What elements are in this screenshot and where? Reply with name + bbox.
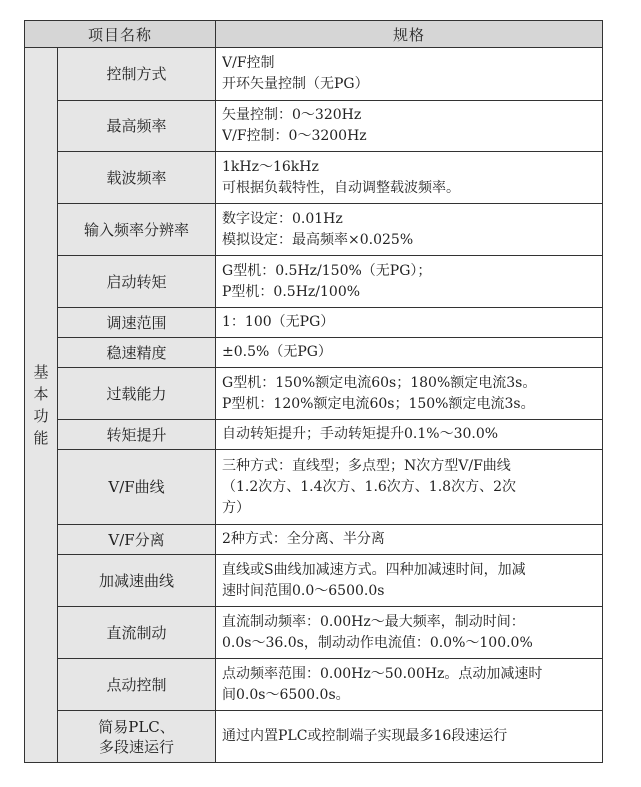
header-spec: 规格 [216, 21, 603, 48]
item-spec: 1：100（无PG） [216, 308, 603, 338]
table-row [25, 152, 603, 204]
item-spec: 点动频率范围：0.00Hz～50.00Hz。点动加减速时 间0.0s～6500.0s。 [216, 659, 603, 711]
table-row [25, 204, 603, 256]
item-name: 转矩提升 [58, 420, 216, 450]
item-spec: 自动转矩提升；手动转矩提升0.1%～30.0% [216, 420, 603, 450]
item-spec: G型机：150%额定电流60s；180%额定电流3s。 P型机：120%额定电流60s；150%额定电流3s。 [216, 368, 603, 420]
table-row [25, 711, 603, 763]
item-name: 启动转矩 [58, 256, 216, 308]
item-name: 控制方式 [58, 48, 216, 101]
header-item-name: 项目名称 [25, 21, 216, 48]
table-row [25, 525, 603, 555]
table-row [25, 420, 603, 450]
item-spec: 2种方式：全分离、半分离 [216, 525, 603, 555]
table-row [25, 308, 603, 338]
table-row [25, 659, 603, 711]
spec-table [24, 20, 603, 763]
table-row [25, 555, 603, 607]
item-name: 加减速曲线 [58, 555, 216, 607]
item-name: 载波频率 [58, 152, 216, 204]
item-spec: 三种方式：直线型；多点型；N次方型V/F曲线 （1.2次方、1.4次方、1.6次方、1.8次方、2次 方） [216, 450, 603, 525]
item-spec: 数字设定：0.01Hz 模拟设定：最高频率×0.025% [216, 204, 603, 256]
item-spec: 矢量控制：0～320Hz V/F控制：0～3200Hz [216, 101, 603, 152]
table-row [25, 48, 603, 101]
table-row [25, 256, 603, 308]
category-label: 基本功能 [33, 363, 49, 447]
table-row [25, 101, 603, 152]
category-cell [25, 48, 58, 763]
table-row [25, 607, 603, 659]
item-name: V/F曲线 [58, 450, 216, 525]
item-name: 点动控制 [58, 659, 216, 711]
spec-table-container [24, 20, 602, 763]
item-spec: V/F控制 开环矢量控制（无PG） [216, 48, 603, 101]
table-row [25, 338, 603, 368]
item-spec: ±0.5%（无PG） [216, 338, 603, 368]
item-name: 调速范围 [58, 308, 216, 338]
item-spec: 通过内置PLC或控制端子实现最多16段速运行 [216, 711, 603, 763]
item-name: 直流制动 [58, 607, 216, 659]
table-row [25, 368, 603, 420]
table-row [25, 450, 603, 525]
item-spec: 直流制动频率：0.00Hz～最大频率，制动时间： 0.0s～36.0s，制动动作电流值：0.0%～100.0% [216, 607, 603, 659]
item-name: 稳速精度 [58, 338, 216, 368]
header-row [25, 21, 603, 48]
item-name: V/F分离 [58, 525, 216, 555]
item-spec: G型机：0.5Hz/150%（无PG）； P型机：0.5Hz/100% [216, 256, 603, 308]
item-name: 过载能力 [58, 368, 216, 420]
item-name: 最高频率 [58, 101, 216, 152]
item-spec: 1kHz～16kHz 可根据负载特性，自动调整载波频率。 [216, 152, 603, 204]
item-spec: 直线或S曲线加减速方式。四种加减速时间，加减 速时间范围0.0～6500.0s [216, 555, 603, 607]
item-name: 输入频率分辨率 [58, 204, 216, 256]
item-name: 简易PLC、 多段速运行 [58, 711, 216, 763]
